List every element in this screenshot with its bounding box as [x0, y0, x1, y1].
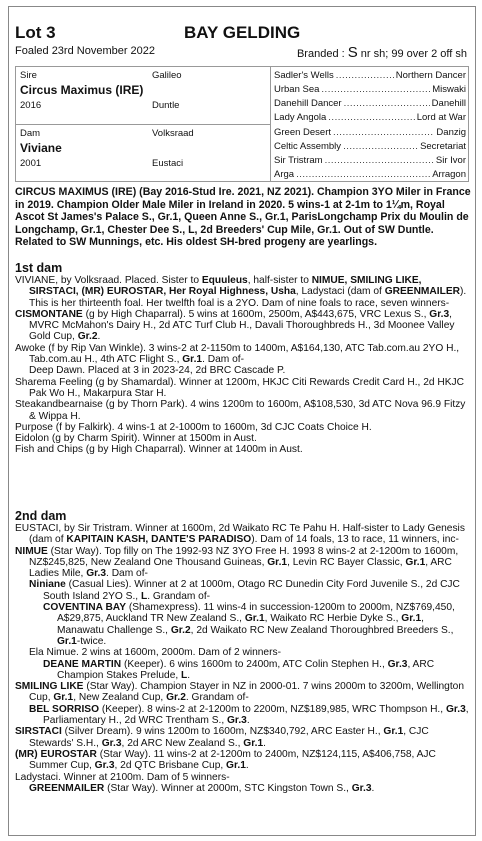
branded-info: [297, 44, 467, 61]
gp-left: Celtic Assembly: [274, 141, 342, 152]
sire-label: Sire: [20, 70, 37, 81]
gp-right: Danehill: [431, 98, 466, 109]
second_dam-paragraph: Niniane (Casual Lies). Winner at 2 at 1000m, Otago RC Dunedin City Ford Juvenile S., 2d CJC South Island 2YO S., L. Grandam of-: [29, 579, 460, 602]
second_dam-paragraph: GREENMAILER (Star Way). Winner at 2000m, STC Kingston Town S., Gr.3.: [29, 782, 375, 794]
dam-sire: Volksraad: [152, 128, 194, 139]
brand-mark: S: [347, 44, 358, 61]
first_dam-paragraph: Awoke (f by Rip Van Winkle). 3 wins-2 at 2-1150m to 1400m, A$164,130, ATC Tab.com.au 2YO H., Tab.com.au H., 4th ATC Flight S., Gr.1. Dam of-: [15, 342, 460, 366]
sire-sire: Galileo: [152, 70, 182, 81]
grandparent-row: [274, 112, 466, 123]
gp-right: Miswaki: [432, 84, 466, 95]
first-dam-section: [15, 275, 473, 456]
gp-dots: [343, 141, 418, 152]
second_dam-paragraph: DEANE MARTIN (Keeper). 6 wins 1600m to 2400m, ATC Colin Stephen H., Gr.3, ARC Champion Stakes Prelude, L.: [43, 658, 435, 681]
catalogue-page: [8, 6, 476, 836]
sire-year: 2016: [20, 100, 42, 111]
second_dam-paragraph: BEL SORRISO (Keeper). 8 wins-2 at 2-1200m to 2200m, NZ$189,985, WRC Thompson H., Gr.3, Parliamentary H., 2d WRC Trentham S., Gr.3.: [29, 703, 469, 727]
gp-dots: [321, 84, 430, 95]
second_dam-paragraph: SMILING LIKE (Star Way). Champion Stayer in NZ in 2000-01. 7 wins 2000m to 3200m, Wellington Cup, Gr.1, New Zealand Cup, Gr.2. Grandam of-: [15, 681, 464, 704]
second-dam-heading: 2nd dam: [15, 509, 67, 523]
grandparent-row: [274, 169, 466, 180]
gp-right: Danzig: [436, 127, 466, 138]
second_dam-paragraph: EUSTACI, by Sir Tristram. Winner at 1600m, 2d Waikato RC Te Pahu H. Half-sister to Lady Genesis (dam of KAPITAIN KASH, DANTE'S PARADISO). Dam of 14 foals, 13 to race, 11 winners, inc-: [15, 523, 465, 546]
branded-label: Branded :: [296, 48, 348, 60]
gp-left: Green Desert: [274, 127, 332, 138]
gp-right: Sir Ivor: [435, 155, 466, 166]
gp-left: Urban Sea: [274, 84, 320, 95]
gp-left: Lady Angola: [274, 112, 327, 123]
gp-right: Northern Dancer: [395, 70, 466, 81]
gp-right: Arragon: [432, 169, 466, 180]
second_dam-paragraph: COVENTINA BAY (Shamexpress). 11 wins-4 in succession-1200m to 2000m, NZ$769,450, A$29,875, Auckland TR New Zealand S., Gr.1, Waikato RC Herbie Dyke S., Gr.1, Manawatu Challenge S., Gr.2, 2d Waikato RC New Zealand Thoroughbred Breeders S., Gr.1-twice.: [43, 602, 455, 647]
gp-left: Sir Tristram: [274, 155, 323, 166]
gp-left: Arga: [274, 169, 295, 180]
horse-title: BAY GELDING: [184, 23, 301, 42]
first_dam-paragraph: Deep Dawn. Placed at 3 in 2023-24, 2d BRC Cascade P.: [29, 365, 286, 377]
gp-right: Secretariat: [420, 141, 466, 152]
sire-name: Circus Maximus (IRE): [20, 83, 144, 97]
gp-dots: [296, 169, 430, 180]
gp-dots: [325, 155, 434, 166]
pedigree-divider: [270, 67, 271, 181]
sire-summary: CIRCUS MAXIMUS (IRE) (Bay 2016-Stud Ire. 2021, NZ 2021). Champion 3YO Miler in France in 2019. Champion Older Male Miler in Ireland in 2020. 5 wins-1 at 2-1m to 1¼m, Royal Ascot St James's Palace S., Gr.1, Queen Anne S., Gr.1, ParisLongchamp Prix du Moulin de Longchamp, Gr.1, Chester Dee S., L, 2d Breeders' Cup Mile, Gr.1. Out of SW Duntle. Related to SW Munnings, etc. His oldest SH-bred progeny are yearlings.: [15, 186, 471, 248]
grandparent-row: [274, 70, 466, 81]
dam-name: Viviane: [20, 141, 62, 155]
gp-dots: [336, 70, 394, 81]
first-dam-heading: 1st dam: [15, 261, 63, 275]
grandparent-row: [274, 127, 466, 138]
gp-dots: [333, 127, 434, 138]
second-dam-section: [15, 523, 473, 794]
second_dam-paragraph: Ela Nimue. 2 wins at 1600m, 2000m. Dam of 2 winners-: [29, 647, 281, 659]
gp-left: Sadler's Wells: [274, 70, 334, 81]
foaled-date: Foaled 23rd November 2022: [15, 45, 156, 57]
second_dam-paragraph: Ladystaci. Winner at 2100m. Dam of 5 winners-: [15, 771, 230, 783]
pedigree-hline: [16, 124, 270, 125]
dam-label: Dam: [20, 128, 41, 139]
sire-dam: Duntle: [152, 100, 180, 111]
first_dam-paragraph: Eidolon (g by Charm Spirit). Winner at 1500m in Aust.: [15, 433, 257, 445]
second_dam-paragraph: SIRSTACI (Silver Dream). 9 wins 1200m to 1600m, NZ$340,792, ARC Easter H., Gr.1, CJC Stewards' S.H., Gr.3, 2d ARC New Zealand S., Gr.1.: [15, 726, 429, 749]
first_dam-paragraph: VIVIANE, by Volksraad. Placed. Sister to Equuleus, half-sister to NIMUE, SMILING LIKE, SIRSTACI, (MR) EUROSTAR, Her Royal Highness, Usha, Ladystaci (dam of GREENMAILER). This is her thirteenth foal. Her twelfth foal is a 2YO. Dam of nine foals to race, seven winners-: [15, 275, 467, 309]
pedigree-table: [15, 66, 469, 182]
grandparent-row: [274, 98, 466, 109]
first_dam-paragraph: Fish and Chips (g by High Chaparral). Winner at 1400m in Aust.: [15, 444, 303, 456]
first_dam-paragraph: Steakandbearnaise (g by Thorn Park). 4 wins 1200m to 1600m, A$108,530, 3d ATC Nova 96.9 Fitzy & Wippa H.: [15, 399, 466, 422]
second_dam-paragraph: (MR) EUROSTAR (Star Way). 11 wins-2 at 2-1200m to 2400m, NZ$124,115, A$406,758, AJC Summer Cup, Gr.3, 2d QTC Brisbane Cup, Gr.1.: [15, 748, 436, 772]
gp-dots: [328, 112, 414, 123]
lot-number: Lot 3: [15, 23, 56, 42]
gp-left: Danehill Dancer: [274, 98, 342, 109]
grandparent-row: [274, 155, 466, 166]
first_dam-paragraph: CISMONTANE (g by High Chaparral). 5 wins at 1600m, 2500m, A$443,675, VRC Lexus S., Gr.3, MVRC McMahon's Dairy H., 2d ATC Turf Club H., Davali Thoroughbreds H., 3d Moonee Valley Gold Cup, Gr.2.: [15, 308, 455, 343]
first_dam-paragraph: Sharema Feeling (g by Shamardal). Winner at 1200m, HKJC Citi Rewards Credit Card H., 2d HKJC Pak Wo H., Makarpura Star H.: [15, 376, 464, 399]
dam-dam: Eustaci: [152, 158, 184, 169]
second_dam-paragraph: NIMUE (Star Way). Top filly on The 1992-93 NZ 3YO Free H. 1993 8 wins-2 at 2-1200m to 1600m, NZ$245,825, New Zealand One Thousand Guineas, Gr.1, Levin RC Bayer Classic, Gr.1, ARC Ladies Mile, Gr.3. Dam of-: [15, 545, 459, 580]
gp-right: Lord at War: [416, 112, 466, 123]
brand-detail: nr sh; 99 over 2 off sh: [357, 48, 467, 60]
dam-year: 2001: [20, 158, 42, 169]
grandparent-row: [274, 84, 466, 95]
gp-dots: [344, 98, 430, 109]
first_dam-paragraph: Purpose (f by Falkirk). 4 wins-1 at 2-1000m to 1600m, 3d CJC Coats Choice H.: [15, 421, 372, 433]
grandparent-row: [274, 141, 466, 152]
